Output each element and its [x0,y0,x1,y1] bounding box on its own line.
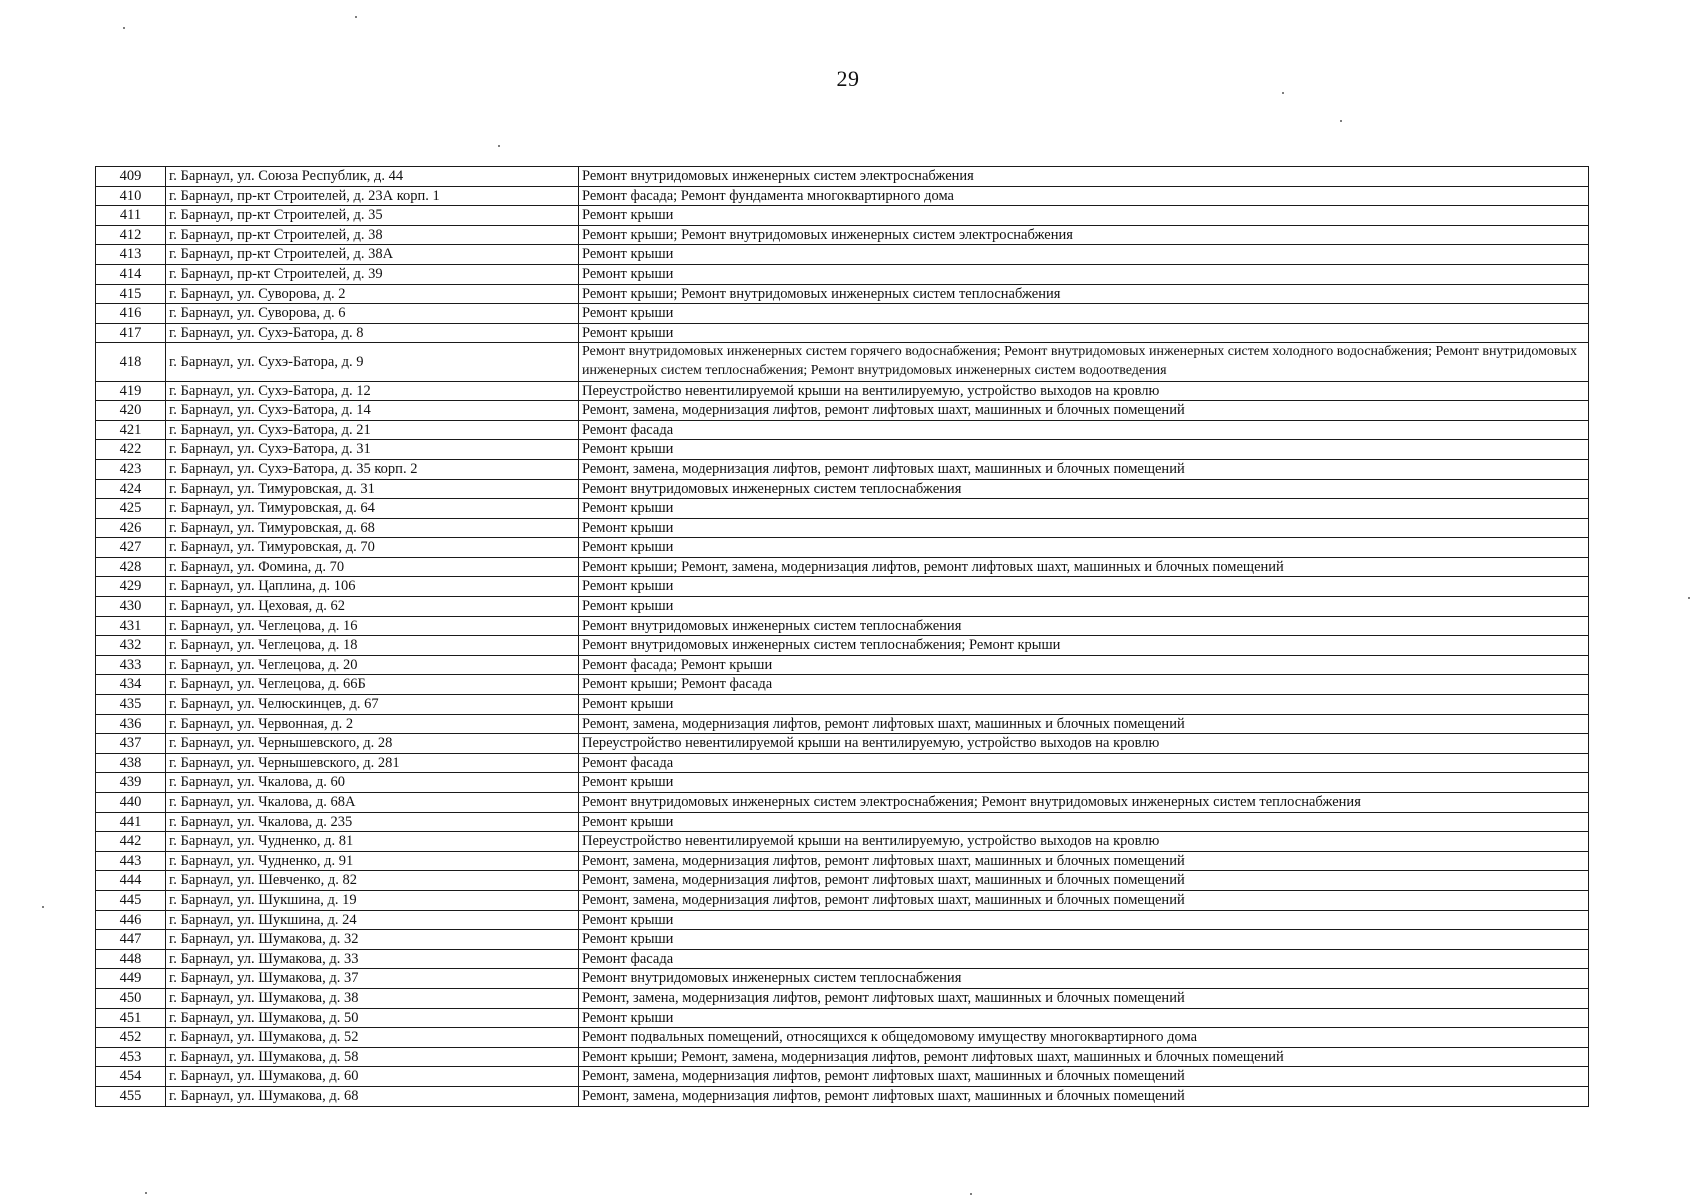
table-row [96,440,1589,460]
row-number: 412 [96,225,166,245]
address-cell: г. Барнаул, ул. Сухэ-Батора, д. 31 [166,440,579,460]
table-row [96,753,1589,773]
table-row [96,557,1589,577]
table-row [96,714,1589,734]
address-cell: г. Барнаул, пр-кт Строителей, д. 23А корп. 1 [166,186,579,206]
scan-speck [498,145,500,147]
address-cell: г. Барнаул, ул. Червонная, д. 2 [166,714,579,734]
row-number: 436 [96,714,166,734]
repair-work-cell: Ремонт, замена, модернизация лифтов, ремонт лифтовых шахт, машинных и блочных помещений [579,1067,1589,1087]
row-number: 438 [96,753,166,773]
address-cell: г. Барнаул, ул. Шумакова, д. 33 [166,949,579,969]
address-cell: г. Барнаул, ул. Шумакова, д. 32 [166,930,579,950]
table-row [96,616,1589,636]
table-row [96,1086,1589,1106]
housing-repair-table [95,166,1589,1107]
repair-work-cell: Ремонт внутридомовых инженерных систем теплоснабжения [579,969,1589,989]
scan-speck [1282,92,1284,94]
address-cell: г. Барнаул, ул. Сухэ-Батора, д. 9 [166,343,579,381]
table-row [96,597,1589,617]
row-number: 440 [96,793,166,813]
repair-work-cell: Ремонт внутридомовых инженерных систем теплоснабжения [579,479,1589,499]
repair-work-cell: Ремонт, замена, модернизация лифтов, ремонт лифтовых шахт, машинных и блочных помещений [579,988,1589,1008]
address-cell: г. Барнаул, ул. Сухэ-Батора, д. 14 [166,401,579,421]
address-cell: г. Барнаул, ул. Чудненко, д. 81 [166,832,579,852]
repair-work-cell: Ремонт крыши; Ремонт внутридомовых инженерных систем электроснабжения [579,225,1589,245]
table-row [96,304,1589,324]
address-cell: г. Барнаул, ул. Тимуровская, д. 68 [166,518,579,538]
address-cell: г. Барнаул, ул. Шумакова, д. 60 [166,1067,579,1087]
table-row [96,206,1589,226]
repair-work-cell: Ремонт внутридомовых инженерных систем электроснабжения; Ремонт внутридомовых инженерных систем теплоснабжения [579,793,1589,813]
address-cell: г. Барнаул, ул. Шумакова, д. 68 [166,1086,579,1106]
table-row [96,930,1589,950]
repair-work-cell: Переустройство невентилируемой крыши на вентилируемую, устройство выходов на кровлю [579,832,1589,852]
repair-work-cell: Ремонт внутридомовых инженерных систем теплоснабжения; Ремонт крыши [579,636,1589,656]
repair-work-cell: Ремонт фасада [579,949,1589,969]
row-number: 455 [96,1086,166,1106]
table-row [96,264,1589,284]
table-row [96,1067,1589,1087]
table-row [96,343,1589,381]
row-number: 416 [96,304,166,324]
address-cell: г. Барнаул, пр-кт Строителей, д. 38А [166,245,579,265]
table-row [96,479,1589,499]
row-number: 454 [96,1067,166,1087]
repair-work-cell: Ремонт внутридомовых инженерных систем горячего водоснабжения; Ремонт внутридомовых инженерных систем холодного водоснабжения; Ремонт внутридомовых инженерных систем теплоснабжения; Ремонт внутридомовых инженерных систем водоотведения [579,343,1589,381]
repair-work-cell: Ремонт крыши [579,518,1589,538]
repair-work-cell: Ремонт крыши [579,304,1589,324]
row-number: 413 [96,245,166,265]
row-number: 423 [96,459,166,479]
table-row [96,988,1589,1008]
row-number: 411 [96,206,166,226]
table-row [96,949,1589,969]
repair-work-cell: Ремонт фасада [579,420,1589,440]
table-row [96,518,1589,538]
address-cell: г. Барнаул, ул. Шумакова, д. 58 [166,1047,579,1067]
row-number: 443 [96,851,166,871]
scan-speck [970,1193,972,1195]
table-row [96,167,1589,187]
repair-work-cell: Ремонт, замена, модернизация лифтов, ремонт лифтовых шахт, машинных и блочных помещений [579,401,1589,421]
row-number: 448 [96,949,166,969]
row-number: 437 [96,734,166,754]
address-cell: г. Барнаул, ул. Суворова, д. 2 [166,284,579,304]
repair-work-cell: Ремонт крыши; Ремонт, замена, модернизация лифтов, ремонт лифтовых шахт, машинных и блочных помещений [579,1047,1589,1067]
address-cell: г. Барнаул, ул. Шукшина, д. 19 [166,890,579,910]
row-number: 433 [96,655,166,675]
table-row [96,910,1589,930]
table-row [96,793,1589,813]
table-row [96,851,1589,871]
row-number: 434 [96,675,166,695]
row-number: 419 [96,381,166,401]
table-row [96,284,1589,304]
repair-work-cell: Ремонт, замена, модернизация лифтов, ремонт лифтовых шахт, машинных и блочных помещений [579,714,1589,734]
table-row [96,245,1589,265]
table-row [96,420,1589,440]
table-row [96,1008,1589,1028]
row-number: 432 [96,636,166,656]
row-number: 431 [96,616,166,636]
table-row [96,499,1589,519]
scan-speck [1340,120,1342,122]
address-cell: г. Барнаул, ул. Шумакова, д. 38 [166,988,579,1008]
table-row [96,577,1589,597]
row-number: 429 [96,577,166,597]
repair-work-cell: Ремонт крыши [579,499,1589,519]
repair-work-cell: Ремонт крыши [579,812,1589,832]
address-cell: г. Барнаул, ул. Цеховая, д. 62 [166,597,579,617]
address-cell: г. Барнаул, ул. Чернышевского, д. 28 [166,734,579,754]
row-number: 444 [96,871,166,891]
repair-work-cell: Ремонт крыши [579,695,1589,715]
row-number: 422 [96,440,166,460]
table-row [96,1028,1589,1048]
row-number: 451 [96,1008,166,1028]
repair-work-cell: Ремонт фасада; Ремонт крыши [579,655,1589,675]
repair-work-cell: Ремонт крыши [579,538,1589,558]
address-cell: г. Барнаул, ул. Фомина, д. 70 [166,557,579,577]
table-row [96,675,1589,695]
address-cell: г. Барнаул, ул. Чеглецова, д. 18 [166,636,579,656]
repair-work-cell: Ремонт внутридомовых инженерных систем теплоснабжения [579,616,1589,636]
row-number: 449 [96,969,166,989]
row-number: 450 [96,988,166,1008]
table-row [96,812,1589,832]
table-row [96,538,1589,558]
address-cell: г. Барнаул, ул. Шевченко, д. 82 [166,871,579,891]
repair-work-cell: Ремонт крыши [579,773,1589,793]
address-cell: г. Барнаул, ул. Чеглецова, д. 16 [166,616,579,636]
row-number: 439 [96,773,166,793]
row-number: 452 [96,1028,166,1048]
row-number: 430 [96,597,166,617]
address-cell: г. Барнаул, ул. Тимуровская, д. 64 [166,499,579,519]
scan-speck [355,16,357,18]
repair-work-cell: Ремонт фасада; Ремонт фундамента многоквартирного дома [579,186,1589,206]
address-cell: г. Барнаул, ул. Чкалова, д. 68А [166,793,579,813]
repair-work-cell: Ремонт крыши [579,206,1589,226]
row-number: 421 [96,420,166,440]
row-number: 445 [96,890,166,910]
table-row [96,381,1589,401]
repair-work-cell: Ремонт, замена, модернизация лифтов, ремонт лифтовых шахт, машинных и блочных помещений [579,851,1589,871]
address-cell: г. Барнаул, ул. Шумакова, д. 50 [166,1008,579,1028]
row-number: 442 [96,832,166,852]
scan-speck [42,906,44,908]
repair-work-cell: Ремонт, замена, модернизация лифтов, ремонт лифтовых шахт, машинных и блочных помещений [579,459,1589,479]
address-cell: г. Барнаул, ул. Сухэ-Батора, д. 35 корп. 2 [166,459,579,479]
repair-work-cell: Ремонт крыши [579,597,1589,617]
row-number: 447 [96,930,166,950]
table-row [96,969,1589,989]
repair-work-cell: Ремонт крыши [579,577,1589,597]
address-cell: г. Барнаул, ул. Союза Республик, д. 44 [166,167,579,187]
address-cell: г. Барнаул, ул. Шумакова, д. 52 [166,1028,579,1048]
table-row [96,459,1589,479]
table-row [96,636,1589,656]
row-number: 428 [96,557,166,577]
row-number: 435 [96,695,166,715]
table-row [96,186,1589,206]
repair-work-cell: Ремонт, замена, модернизация лифтов, ремонт лифтовых шахт, машинных и блочных помещений [579,871,1589,891]
row-number: 414 [96,264,166,284]
table-row [96,734,1589,754]
row-number: 426 [96,518,166,538]
table-row [96,695,1589,715]
table-body [96,167,1589,1107]
address-cell: г. Барнаул, ул. Шумакова, д. 37 [166,969,579,989]
address-cell: г. Барнаул, ул. Чкалова, д. 235 [166,812,579,832]
repair-work-cell: Ремонт фасада [579,753,1589,773]
scan-speck [123,27,125,29]
row-number: 427 [96,538,166,558]
table-row [96,832,1589,852]
address-cell: г. Барнаул, ул. Цаплина, д. 106 [166,577,579,597]
repair-work-cell: Ремонт крыши; Ремонт, замена, модернизация лифтов, ремонт лифтовых шахт, машинных и блочных помещений [579,557,1589,577]
address-cell: г. Барнаул, ул. Сухэ-Батора, д. 12 [166,381,579,401]
row-number: 446 [96,910,166,930]
table-row [96,323,1589,343]
address-cell: г. Барнаул, ул. Чернышевского, д. 281 [166,753,579,773]
row-number: 424 [96,479,166,499]
repair-work-cell: Переустройство невентилируемой крыши на вентилируемую, устройство выходов на кровлю [579,381,1589,401]
table-row [96,773,1589,793]
row-number: 441 [96,812,166,832]
address-cell: г. Барнаул, ул. Челюскинцев, д. 67 [166,695,579,715]
repair-work-cell: Ремонт крыши [579,440,1589,460]
table-row [96,890,1589,910]
repair-work-cell: Ремонт крыши [579,910,1589,930]
repair-work-cell: Ремонт крыши; Ремонт внутридомовых инженерных систем теплоснабжения [579,284,1589,304]
page-number: 29 [836,66,860,91]
table-row [96,871,1589,891]
row-number: 418 [96,343,166,381]
address-cell: г. Барнаул, ул. Шукшина, д. 24 [166,910,579,930]
address-cell: г. Барнаул, ул. Суворова, д. 6 [166,304,579,324]
repair-work-cell: Ремонт крыши [579,930,1589,950]
repair-work-cell: Ремонт крыши [579,245,1589,265]
row-number: 415 [96,284,166,304]
repair-work-cell: Переустройство невентилируемой крыши на вентилируемую, устройство выходов на кровлю [579,734,1589,754]
table-row [96,401,1589,421]
repair-work-cell: Ремонт крыши [579,1008,1589,1028]
repair-work-cell: Ремонт крыши; Ремонт фасада [579,675,1589,695]
repair-work-cell: Ремонт крыши [579,264,1589,284]
address-cell: г. Барнаул, ул. Чеглецова, д. 66Б [166,675,579,695]
address-cell: г. Барнаул, ул. Чудненко, д. 91 [166,851,579,871]
address-cell: г. Барнаул, пр-кт Строителей, д. 35 [166,206,579,226]
scan-speck [145,1192,147,1194]
table-row [96,1047,1589,1067]
row-number: 410 [96,186,166,206]
row-number: 425 [96,499,166,519]
repair-work-cell: Ремонт подвальных помещений, относящихся к общедомовому имуществу многоквартирного дома [579,1028,1589,1048]
address-cell: г. Барнаул, пр-кт Строителей, д. 39 [166,264,579,284]
row-number: 420 [96,401,166,421]
row-number: 417 [96,323,166,343]
scan-speck [1688,597,1690,599]
repair-work-cell: Ремонт, замена, модернизация лифтов, ремонт лифтовых шахт, машинных и блочных помещений [579,890,1589,910]
table-row [96,655,1589,675]
address-cell: г. Барнаул, ул. Сухэ-Батора, д. 8 [166,323,579,343]
address-cell: г. Барнаул, ул. Тимуровская, д. 31 [166,479,579,499]
address-cell: г. Барнаул, ул. Чкалова, д. 60 [166,773,579,793]
table-row [96,225,1589,245]
address-cell: г. Барнаул, ул. Чеглецова, д. 20 [166,655,579,675]
address-cell: г. Барнаул, пр-кт Строителей, д. 38 [166,225,579,245]
row-number: 453 [96,1047,166,1067]
address-cell: г. Барнаул, ул. Сухэ-Батора, д. 21 [166,420,579,440]
repair-work-cell: Ремонт крыши [579,323,1589,343]
address-cell: г. Барнаул, ул. Тимуровская, д. 70 [166,538,579,558]
repair-work-cell: Ремонт внутридомовых инженерных систем электроснабжения [579,167,1589,187]
repair-work-cell: Ремонт, замена, модернизация лифтов, ремонт лифтовых шахт, машинных и блочных помещений [579,1086,1589,1106]
row-number: 409 [96,167,166,187]
